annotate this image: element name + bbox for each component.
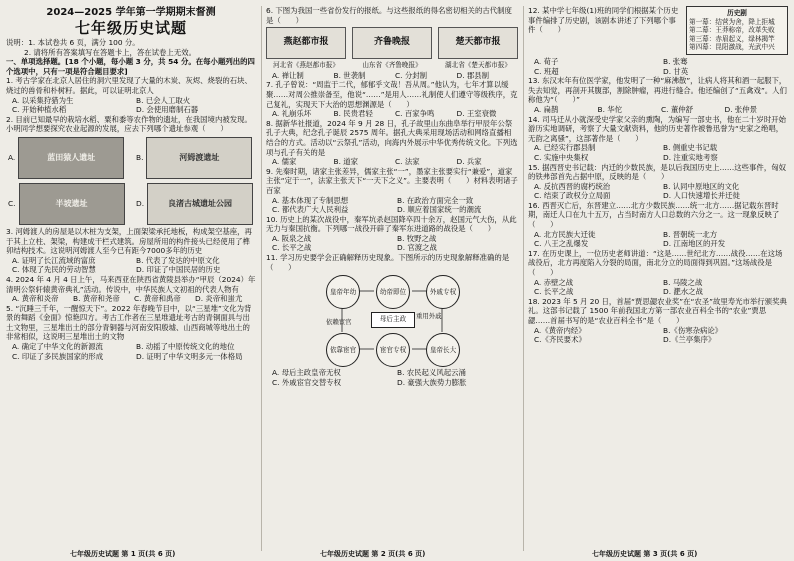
diagram-label: 依赖宦官 xyxy=(326,318,352,327)
option: C. 董仲舒 xyxy=(661,104,694,114)
newspaper-caption: 河北省《燕赵都市报》 xyxy=(273,61,339,70)
option: A. 阪泉之战 xyxy=(272,233,312,243)
question-12: 12. 某中学七年级(1)班的同学们根据某个历史事件编排了历史剧，该剧本讲述了下列哪个事件（ ） xyxy=(528,6,679,35)
question-3-options xyxy=(6,256,256,275)
photo-option xyxy=(136,183,256,225)
page-footer: 七年级历史试题 第 1 页(共 6 页) xyxy=(70,550,176,558)
question-18: 18. 2023 年 5 月 20 日，首届“贾思勰农业奖”在“农圣”故里寿光市举行颁奖典礼。这部书记载了 1500 年前我国北方第一部农业百科全书的“农业”贾思勰……首届书写的是“农业百科全书”是（ ） xyxy=(528,296,787,325)
question-3: 3. 河姆渡人的房屋是以木桩为支架，上面架梁承托地板，构成架空基座，再于其上立柱、架梁，构建成干栏式建筑。房屋所用的构件接头已经使用了榫卯结构技术。这说明河姆渡人至今已有距今7000多年的历史 xyxy=(6,226,252,256)
photo-option xyxy=(136,137,256,179)
option: B. 张骞 xyxy=(663,56,688,66)
site-photo: 蓝田猿人遗址 xyxy=(18,137,124,179)
question-6-options xyxy=(266,71,518,81)
option: C. 都代表广大人民利益 xyxy=(272,205,349,215)
option: D. 证明了中华文明多元一体格局 xyxy=(136,351,243,361)
question-2: 2. 目前已知最早的栽培水稻、粟和黍等农作物的遗址，在我国境内被发现。小明同学想要探究农业起源的发展，应去下列哪个遗址参观（ ） xyxy=(6,114,252,134)
column-divider xyxy=(261,6,262,551)
question-10-options xyxy=(266,234,518,253)
section-title: 一、单项选择题。[18 个小题，每小题 3 分，共 54 分。在每小题列出的四个选项中，只有一项是符合题目要求] xyxy=(6,57,255,76)
option: C. 分封制 xyxy=(395,70,428,80)
option: B. 侧重史书记载 xyxy=(663,143,718,153)
option: B. 已会人工取火 xyxy=(136,95,191,105)
diagram-center: 母后主政 xyxy=(371,312,415,328)
question-7: 7. 孔子曾说：“周监于二代，郁郁乎文哉！吾从周。”他认为，七年才算以缓聚……对周公推崇备至，他说“……”是用人……礼制使人们遵守等级秩序，克己复礼，实现天下大治的思想渊源是（ ） xyxy=(266,80,518,109)
option: B. 民贵君轻 xyxy=(333,109,373,119)
question-17-options xyxy=(528,278,788,297)
option: A. 黄帝和炎帝 xyxy=(12,294,59,304)
exam-term-title: 2024—2025 学年第一学期期末督测 xyxy=(46,7,216,18)
question-5-options xyxy=(6,342,256,361)
option: D. 江南地区的开发 xyxy=(663,239,726,249)
option: B. 认同中原地区的文化 xyxy=(663,181,740,191)
question-11: 11. 学习历史要学会正确解释历史现象。下图所示的历史现象解释准确的是（ ） xyxy=(266,253,510,272)
box-line: 第三幕：赤眉起义，绿林揭竿 xyxy=(689,34,775,43)
question-14-options xyxy=(528,143,788,162)
option: B. 在政治方面完全一致 xyxy=(397,195,474,205)
site-photo: 半坡遗址 xyxy=(19,183,125,225)
option: B. 农民起义风起云涌 xyxy=(397,368,466,378)
box-line: 第一幕：结营为舍，降上拒城 xyxy=(689,17,775,26)
option: D. 会使用磨制石器 xyxy=(136,105,199,115)
note-label: 说明： xyxy=(6,38,29,47)
option: D. 甘英 xyxy=(663,66,689,76)
diagram-node: 依靠宦官 xyxy=(326,333,360,367)
page-2-column xyxy=(266,6,518,546)
option: D. 炎帝和蚩尤 xyxy=(195,294,243,304)
question-16-options xyxy=(528,230,788,249)
option: C.《齐民要术》 xyxy=(534,335,586,345)
option: B. 牧野之战 xyxy=(397,233,437,243)
question-14: 14. 司马迁从小就深受史学家父亲的熏陶，为编写一部史书，他在二十岁时开始游历实地调研，考察了大量文献资料，他的历史著作被鲁迅誉为“史家之绝唱，无韵之离骚”，这部著作是（ ） xyxy=(528,114,786,143)
option: D. 官渡之战 xyxy=(397,243,437,253)
option: C. 法家 xyxy=(395,157,420,167)
option: C. 结束了政权分立局面 xyxy=(534,191,611,201)
option: A. 儒家 xyxy=(272,157,297,167)
option: C. 长平之战 xyxy=(272,243,312,253)
question-1-options xyxy=(6,96,256,115)
diagram-node: 外戚专权 xyxy=(426,275,460,309)
option: A. 扁鹊 xyxy=(534,104,559,114)
page-1-column xyxy=(6,6,256,546)
option: A. 礼崩乐坏 xyxy=(272,109,312,119)
photo-letter: C. xyxy=(8,199,16,209)
newspaper-masthead: 燕赵都市报 xyxy=(266,27,346,59)
option: A. 母后主政皇帝无权 xyxy=(272,368,341,378)
option: A. 证明了长江流域的富庶 xyxy=(12,255,96,265)
newspaper-caption: 湖北省《楚天都市报》 xyxy=(445,61,511,70)
option: D. 顺应着国家统一的潮流 xyxy=(397,205,482,215)
question-1: 1. 考古学家在北京人居住的洞穴里发现了大量的木炭、灰烬、烧裂的石块、烧过的兽骨和朴树籽。据此，可以证明北京人 xyxy=(6,76,252,95)
history-play-box xyxy=(686,6,788,55)
question-9: 9. 先秦时期，诸家主张差异，儒家主张“一”，墨家主张要实行“兼爱”，道家主张“定于一”，法家主张天下“一天下之义”。主要表明（ ）材料表明诸子百家 xyxy=(266,166,518,195)
option: A.《黄帝内经》 xyxy=(534,325,586,335)
question-15-options xyxy=(528,182,788,201)
option: A. 禅让制 xyxy=(272,70,304,80)
question-9-options xyxy=(266,196,518,215)
question-16: 16. 西晋灭亡后，东晋建立……北方少数民族……统一北方……据记载东晋时期，南迁人口在九十五万，占当时南方人口总数的六分之一。这一现象反映了（ ） xyxy=(528,200,780,230)
box-line: 第二幕：王莽称帝，改革失败 xyxy=(689,26,775,35)
note-1: 1. 本试卷共 6 页，满分 100 分。 xyxy=(28,38,140,47)
page-3-column xyxy=(528,6,788,546)
question-11-options xyxy=(266,368,518,387)
option: C. 印证了多民族国家的形成 xyxy=(12,351,104,361)
option: C. 实施中央集权 xyxy=(534,152,589,162)
question-6: 6. 下图为我国一些省份发行的报纸。与这些报纸的得名密切相关的古代制度是（ ） xyxy=(266,6,512,25)
option: C. 开始种植水稻 xyxy=(12,105,67,115)
option: B.《伤寒杂病论》 xyxy=(663,325,723,335)
option: B. 道家 xyxy=(333,157,359,167)
column-divider xyxy=(523,6,524,551)
question-15: 15. 据西晋史书记载：内迁的少数民族，是以后我国历史上……这些事件，匈奴的铁弗部首先占据中原，反映的是（ ） xyxy=(528,162,786,182)
diagram-label: 重用外戚 xyxy=(416,312,442,321)
option: A. 反抗西晋的腐朽统治 xyxy=(534,181,611,191)
box-line: 第四幕：昆阳激战，光武中兴 xyxy=(689,43,775,52)
option: D. 郡县制 xyxy=(456,70,490,80)
photo-letter: A. xyxy=(8,153,16,163)
question-13-options xyxy=(528,105,788,115)
page-footer: 七年级历史试题 第 2 页(共 6 页) xyxy=(320,550,426,558)
option: D. 豪强大族势力膨胀 xyxy=(397,377,467,387)
option: D. 注重实地考察 xyxy=(663,152,718,162)
option: D. 张仲景 xyxy=(724,104,758,114)
question-4: 4. 2024 年 4 月 4 日上午，马来西亚在陕西省黄陵县举办“甲辰（2024）年清明公祭轩辕黄帝典礼”活动。传说中，中华民族人文初祖的代表人物有 xyxy=(6,274,256,294)
option: D. 印证了中国民居的历史 xyxy=(136,265,221,275)
option: A. 赤壁之战 xyxy=(534,277,574,287)
photo-option xyxy=(8,137,128,179)
photo-letter: D. xyxy=(136,199,145,209)
diagram-node: 幼帝即位 xyxy=(376,275,410,309)
exam-title: 七年级历史试题 xyxy=(74,19,187,37)
option: B. 动摇了中原传统文化的地位 xyxy=(136,342,235,352)
option: D. 王室衰微 xyxy=(456,109,497,119)
option: B. 晋朝统一北方 xyxy=(663,229,718,239)
question-18-options xyxy=(528,326,788,345)
question-13: 13. 东汉末年有位医学家，他发明了一种“麻沸散”，让病人将其和酒一起服下，失去知觉，再剖开其腹部，割除肿瘤，再进行缝合。他还编创了“五禽戏”。人们称他为“（ ）” xyxy=(528,76,787,105)
option: C. 八王之乱爆发 xyxy=(534,239,589,249)
newspaper-caption: 山东省《齐鲁晚报》 xyxy=(362,61,422,70)
option: B. 马陵之战 xyxy=(663,277,703,287)
diagram-node: 皇帝年幼 xyxy=(326,275,360,309)
cycle-diagram xyxy=(266,274,518,366)
option: A. 荀子 xyxy=(534,56,559,66)
option: C. 班超 xyxy=(534,66,559,76)
question-2-photos xyxy=(8,137,256,225)
option: A. 北方民族大迁徙 xyxy=(534,229,596,239)
box-title: 历史剧 xyxy=(727,9,747,17)
option: C. 外戚宦官交替专权 xyxy=(272,377,341,387)
option: C. 黄帝和禹帝 xyxy=(134,294,181,304)
option: A. 以采集狩猎为生 xyxy=(12,95,74,105)
newspaper-captions xyxy=(266,61,518,71)
note-2: 2. 请将所有答案填写在答题卡上，答在试卷上无效。 xyxy=(24,47,196,57)
newspaper-mastheads xyxy=(266,27,518,59)
question-12-options xyxy=(528,57,788,76)
question-17: 17. 在历史课上，一位历史老师讲道：“这是……世纪北方……战役……在这场战役后，北方再度陷入分裂的局面，南北分立的局面得到巩固。”这场战役是（ ） xyxy=(528,248,783,278)
photo-option xyxy=(8,183,128,225)
option: D.《兰亭集序》 xyxy=(663,335,716,345)
page-footer: 七年级历史试题 第 3 页(共 6 页) xyxy=(592,550,698,558)
option: B. 代表了发达的中原文化 xyxy=(136,255,220,265)
site-photo: 良渚古城遗址公园 xyxy=(147,183,253,225)
question-4-options xyxy=(6,294,256,304)
question-7-options xyxy=(266,109,518,119)
option: B. 世袭制 xyxy=(333,70,366,80)
option: B. 黄帝和尧帝 xyxy=(73,294,120,304)
option: C. 体现了先民的劳动智慧 xyxy=(12,265,96,275)
option: D. 人口快速增长并迁徙 xyxy=(663,191,740,201)
option: A. 已经实行郡县制 xyxy=(534,143,596,153)
site-photo: 河姆渡遗址 xyxy=(146,137,252,179)
option: A. 确定了中华文化的新源流 xyxy=(12,342,103,352)
option: C. 百家争鸣 xyxy=(395,109,435,119)
instructions xyxy=(6,38,256,48)
option: D. 淝水之战 xyxy=(663,287,703,297)
option: A. 基本体现了专制思想 xyxy=(272,195,349,205)
question-10: 10. 历史上的某次战役中，秦军坑杀赵国降卒四十余万，赵国元气大伤，从此无力与秦国抗衡。下列哪一战役开辟了秦军东进道路的战役是（ ） xyxy=(266,214,517,234)
question-5: 5. “沉睡三千年，一醒惊天下”。2022 年春晚节目中，以“三星堆”文化为背景的舞蹈《金面》惊艳四方。考古工作者在三星堆遗址考古的青铜面具与出土文物里，三星堆出土的部分青铜器与河南安阳殷墟、山西商城等地出土的非常相似，这说明三星堆出土的文物 xyxy=(6,303,252,342)
diagram-node: 皇帝长大 xyxy=(426,333,460,367)
photo-letter: B. xyxy=(136,153,144,163)
newspaper-masthead: 楚天都市报 xyxy=(438,27,518,59)
diagram-node: 宦官专权 xyxy=(376,333,410,367)
question-8-options xyxy=(266,157,518,167)
newspaper-masthead: 齐鲁晚报 xyxy=(352,27,432,59)
option: C. 长平之战 xyxy=(534,287,574,297)
question-8: 8. 据新华社报道，2024 年 9 月 28 日，孔子故里山东曲阜举行甲辰年公祭孔子大典，纪念孔子诞辰 2575 周年。据孔大典采用现场活动和网络直播相结合的方式。活动以“云祭孔”活动，向海内外展示中华优秀传统文化。下列选项与孔子有关的是 xyxy=(266,118,518,157)
option: D. 兵家 xyxy=(456,157,482,167)
option: B. 华佗 xyxy=(597,104,623,114)
